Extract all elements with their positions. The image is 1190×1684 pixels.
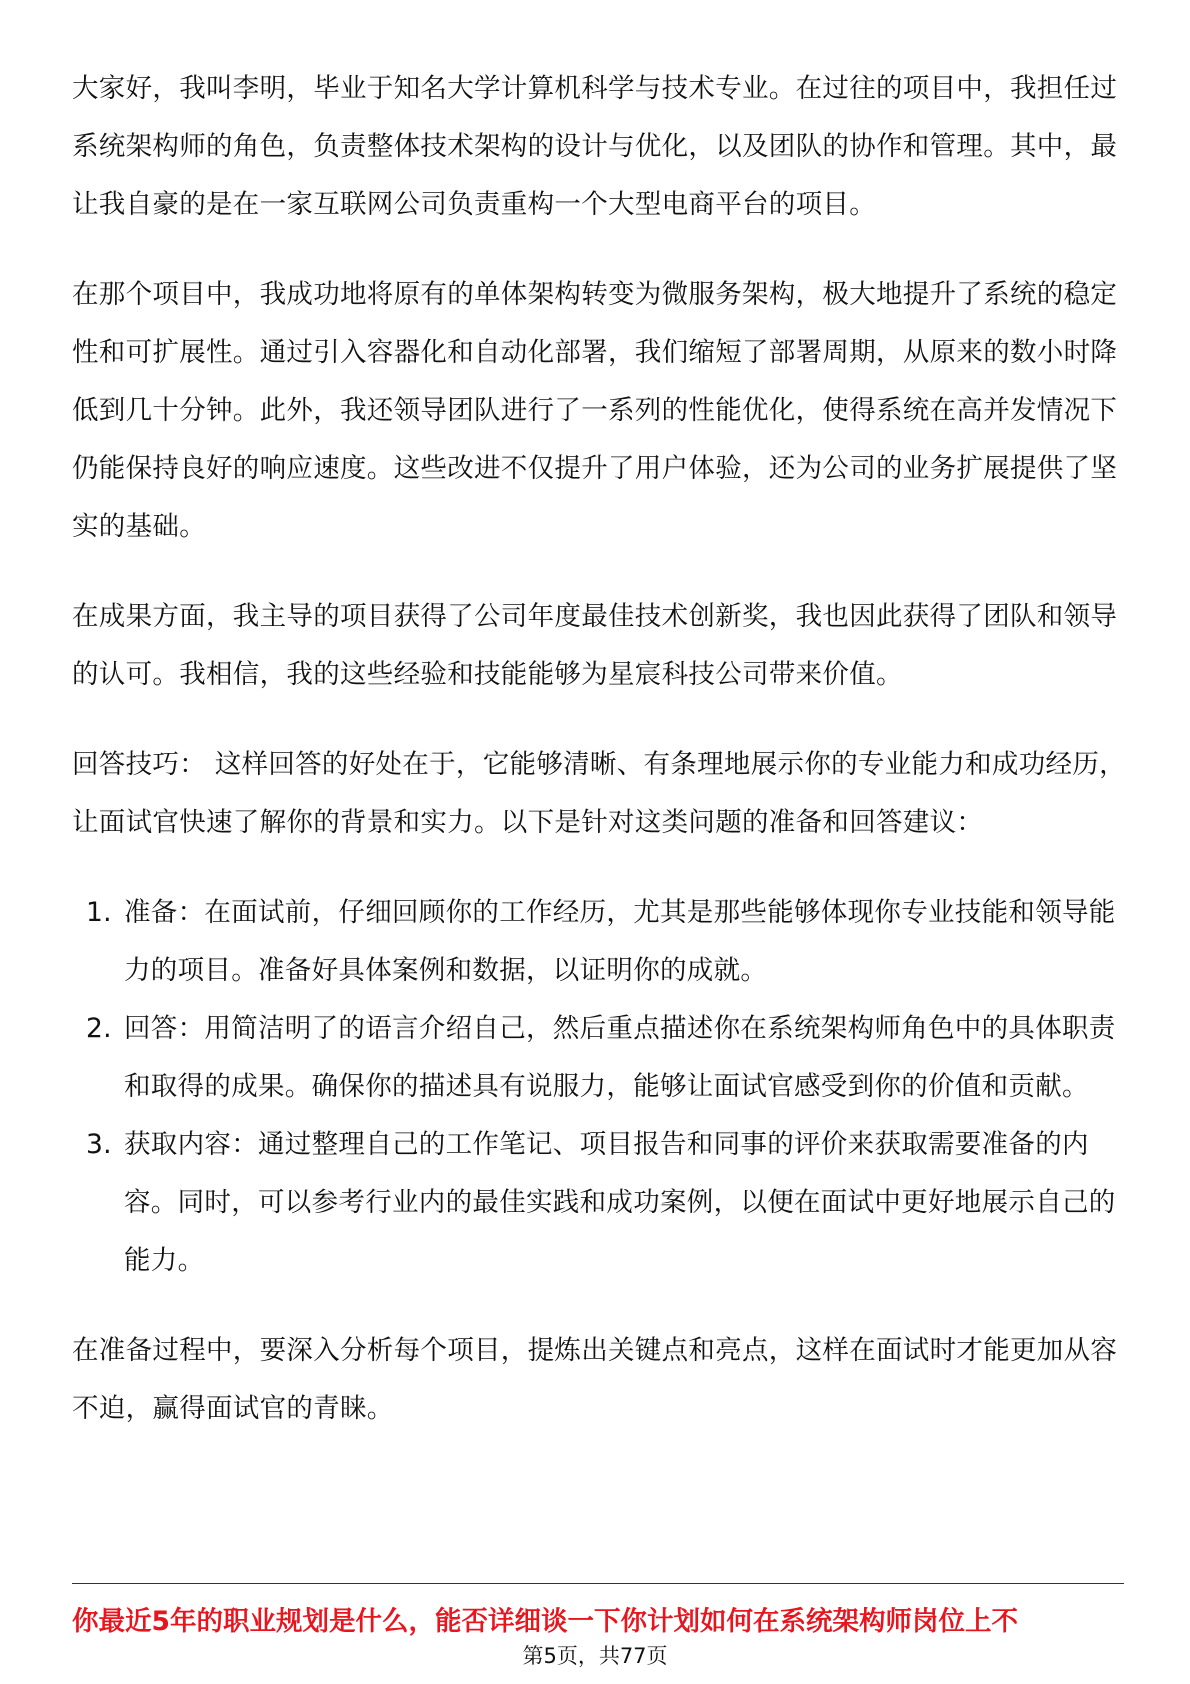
list-item-text: 回答：用简洁明了的语言介绍自己，然后重点描述你在系统架构师角色中的具体职责和取得的成果。确保你的描述具有说服力，能够让面试官感受到你的价值和贡献。 [124, 1013, 1116, 1102]
project-paragraph: 在那个项目中，我成功地将原有的单体架构转变为微服务架构，极大地提升了系统的稳定性和可扩展性。通过引入容器化和自动化部署，我们缩短了部署周期，从原来的数小时降低到几十分钟。此外，我还领导团队进行了一系列的性能优化，使得系统在高并发情况下仍能保持良好的响应速度。这些改进不仅提升了用户体验，还为公司的业务扩展提供了坚实的基础。 [72, 279, 1118, 542]
list-item [72, 1116, 1132, 1290]
list-item [72, 1000, 1132, 1116]
tips-paragraph: 回答技巧： 这样回答的好处在于，它能够清晰、有条理地展示你的专业能力和成功经历，让面试官快速了解你的背景和实力。以下是针对这类问题的准备和回答建议： [72, 749, 1126, 838]
list-item-text: 获取内容：通过整理自己的工作笔记、项目报告和同事的评价来获取需要准备的内容。同时，可以参考行业内的最佳实践和成功案例，以便在面试中更好地展示自己的能力。 [124, 1129, 1116, 1276]
intro-paragraph: 大家好，我叫李明，毕业于知名大学计算机科学与技术专业。在过往的项目中，我担任过系统架构师的角色，负责整体技术架构的设计与优化，以及团队的协作和管理。其中，最让我自豪的是在一家互联网公司负责重构一个大型电商平台的项目。 [72, 73, 1118, 220]
next-question-heading: 你最近5年的职业规划是什么，能否详细谈一下你计划如何在系统架构师岗位上不 [72, 1606, 1018, 1637]
list-item [72, 884, 1132, 1000]
advice-list [72, 884, 1132, 1290]
closing-paragraph: 在准备过程中，要深入分析每个项目，提炼出关键点和亮点，这样在面试时才能更加从容不迫，赢得面试官的青睐。 [72, 1335, 1118, 1424]
section-divider [72, 1583, 1124, 1584]
page-content [72, 60, 1132, 1470]
list-number: 3. [86, 1129, 112, 1160]
achievement-paragraph: 在成果方面，我主导的项目获得了公司年度最佳技术创新奖，我也因此获得了团队和领导的认可。我相信，我的这些经验和技能能够为星宸科技公司带来价值。 [72, 601, 1118, 690]
list-item-text: 准备：在面试前，仔细回顾你的工作经历，尤其是那些能够体现你专业技能和领导能力的项目。准备好具体案例和数据，以证明你的成就。 [124, 897, 1116, 986]
list-number: 1. [86, 897, 112, 928]
list-number: 2. [86, 1013, 112, 1044]
page-number-footer: 第5页，共77页 [522, 1644, 668, 1668]
